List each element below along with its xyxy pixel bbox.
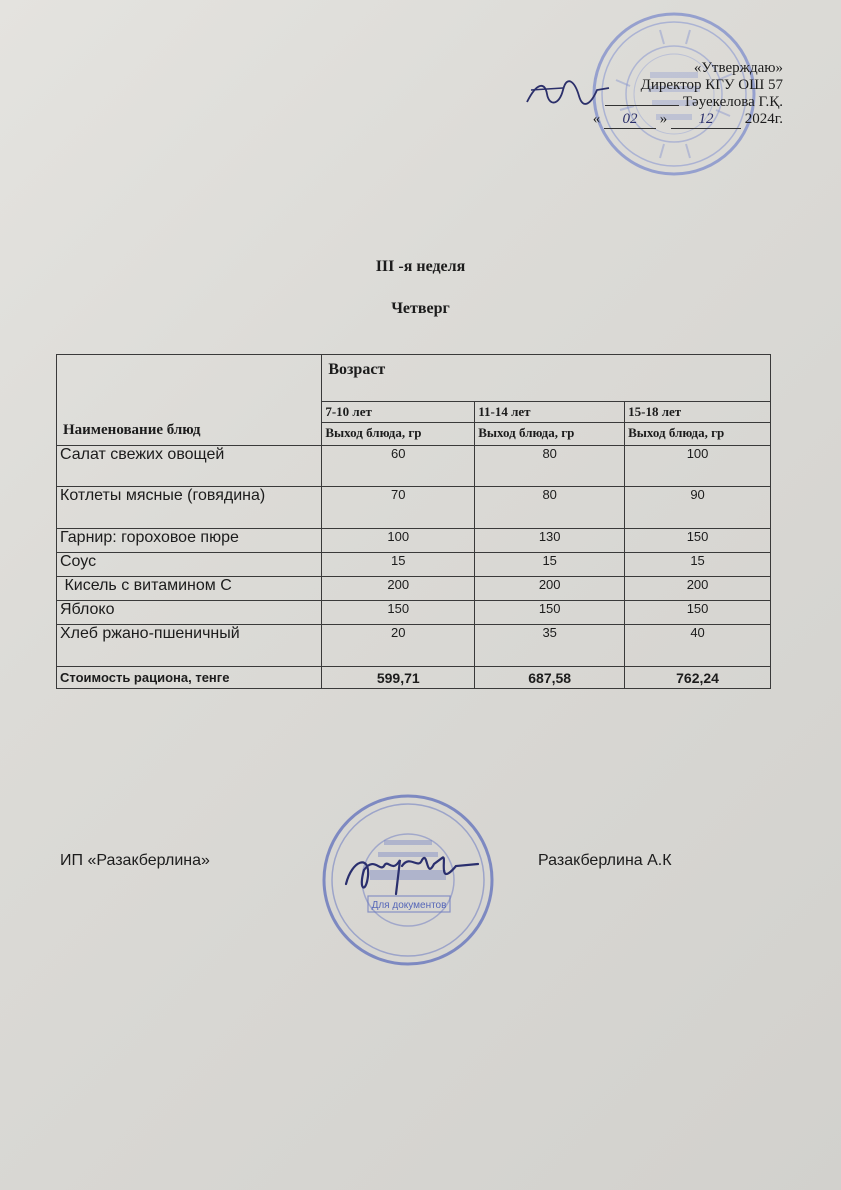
portion-value: 15	[322, 553, 475, 577]
output-label: Выход блюда, гр	[322, 423, 475, 446]
date-month: 12	[671, 111, 741, 129]
director-title: Директор КГУ ОШ 57	[640, 77, 783, 93]
director-name-line	[503, 94, 783, 111]
director-name: Тәуекелова Г.Қ.	[682, 94, 783, 110]
approval-date	[503, 111, 783, 129]
portion-value: 15	[625, 553, 771, 577]
menu-table	[56, 354, 771, 689]
total-cost-value: 762,24	[625, 667, 771, 689]
output-label: Выход блюда, гр	[475, 423, 625, 446]
table-row	[57, 446, 771, 487]
portion-value: 200	[625, 577, 771, 601]
portion-value: 90	[625, 487, 771, 529]
table-row	[57, 577, 771, 601]
portion-value: 150	[625, 529, 771, 553]
age-group-11-14: 11-14 лет	[475, 402, 625, 423]
dish-name-header: Наименование блюд	[57, 355, 322, 446]
total-cost-row	[57, 667, 771, 689]
date-open-quote: «	[592, 111, 601, 127]
table-row	[57, 487, 771, 529]
dish-name: Кисель с витамином С	[57, 577, 322, 601]
portion-value: 150	[475, 601, 625, 625]
dish-name: Хлеб ржано-пшеничный	[57, 625, 322, 667]
table-row	[57, 625, 771, 667]
portion-value: 150	[322, 601, 475, 625]
table-row	[57, 553, 771, 577]
portion-value: 100	[322, 529, 475, 553]
portion-value: 80	[475, 487, 625, 529]
portion-value: 70	[322, 487, 475, 529]
date-year: 2024г.	[744, 111, 783, 127]
dish-name: Яблоко	[57, 601, 322, 625]
stamp-caption: Для документов	[371, 900, 447, 911]
age-group-7-10: 7-10 лет	[322, 402, 475, 423]
portion-value: 200	[322, 577, 475, 601]
portion-value: 35	[475, 625, 625, 667]
signatory-name: Разакберлина А.К	[538, 852, 672, 869]
date-close-quote: »	[659, 111, 668, 127]
total-cost-value: 687,58	[475, 667, 625, 689]
total-cost-label: Стоимость рациона, тенге	[57, 667, 322, 689]
total-cost-value: 599,71	[322, 667, 475, 689]
age-header: Возраст	[322, 355, 771, 402]
portion-value: 15	[475, 553, 625, 577]
week-heading: III -я неделя	[375, 258, 466, 275]
age-group-15-18: 15-18 лет	[625, 402, 771, 423]
supplier-seal-stamp	[318, 790, 498, 970]
table-header-row	[57, 355, 771, 402]
table-row	[57, 529, 771, 553]
table-row	[57, 601, 771, 625]
approve-label: «Утверждаю»	[693, 60, 783, 76]
date-day: 02	[604, 111, 656, 129]
day-heading: Четверг	[391, 300, 450, 317]
dish-name: Салат свежих овощей	[57, 446, 322, 487]
approval-block	[503, 60, 783, 129]
portion-value: 150	[625, 601, 771, 625]
portion-value: 40	[625, 625, 771, 667]
director-signature	[523, 80, 613, 110]
portion-value: 130	[475, 529, 625, 553]
portion-value: 20	[322, 625, 475, 667]
dish-name: Котлеты мясные (говядина)	[57, 487, 322, 529]
dish-name: Соус	[57, 553, 322, 577]
portion-value: 60	[322, 446, 475, 487]
portion-value: 200	[475, 577, 625, 601]
dish-name: Гарнир: гороховое пюре	[57, 529, 322, 553]
output-label: Выход блюда, гр	[625, 423, 771, 446]
portion-value: 80	[475, 446, 625, 487]
supplier-name: ИП «Разакберлина»	[60, 852, 210, 869]
portion-value: 100	[625, 446, 771, 487]
